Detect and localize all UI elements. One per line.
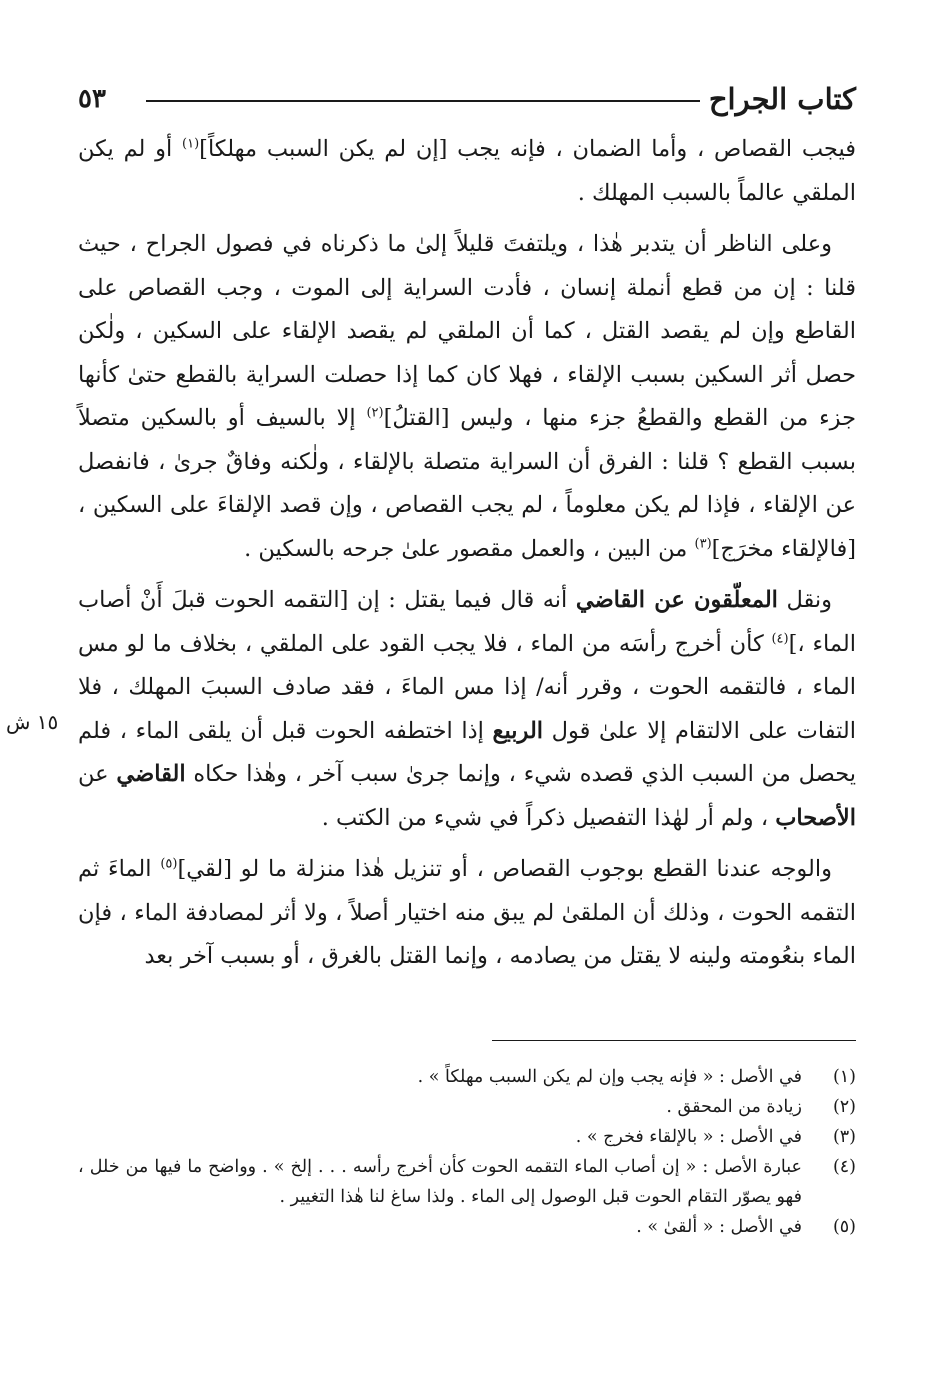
header-rule (146, 100, 700, 102)
footnote-ref-4: (٤) (771, 631, 789, 646)
footnote-5: (٥) في الأصل : « ألقىٰ » . (636, 1217, 856, 1237)
footnote-1: (١) في الأصل : « فإنه يجب وإن لم يكن السبب مهلكاً » . (417, 1067, 856, 1087)
paragraph-4: والوجه عندنا القطع بوجوب القصاص ، أو تنزيل هٰذا منزلة ما لو [لقي]$^{(٥)}$ الماءَ ثم التقمه الحوت ، وذلك أن الملقىٰ لم يبق منه اختيار أصلاً ، ولا أثر لمصادفة الماء ، فإن الماء بنعُومته ولينه لا يقتل من يصادمه ، وإنما القتل بالغرق ، أو بسبب آخر بعد (78, 856, 856, 969)
page-number: ٥٣ (78, 84, 106, 114)
margin-note: ١٥ ش (6, 710, 59, 734)
running-title: كتاب الجراح (708, 82, 856, 116)
paragraph-2: وعلى الناظر أن يتدبر هٰذا ، ويلتفتَ قليلاً إلىٰ ما ذكرناه في فصول الجراح ، حيث قلنا : إن من قطع أنملة إنسان ، فأدت السراية إلى الموت ، وجب القصاص على القاطع وإن لم يقصد القتل ، كما أن الملقي لم يقصد الإلقاء على السكين ، ولٰكن حصل أثر السكين بسبب الإلقاء ، فهلا كان كما إذا حصلت السراية بالقطع حتىٰ كأنها جزء من القطع والقطعُ جزء منها ، وليس [القتلُ]$^{(٢)}$ إلا بالسيف أو بالسكين متصلاً بسبب القطع ؟ قلنا : الفرق أن السراية متصلة بالإلقاء ، ولٰكنه وفاقٌ جرىٰ ، فانفصل عن الإلقاء ، فإذا لم يكن معلوماً ، لم يجب القصاص ، وإن قصد الإلقاءَ على السكين ، [فالإلقاء مخرَج]$^{(٣)}$ من البين ، والعمل مقصور علىٰ جرحه بالسكين . (78, 231, 856, 562)
footnotes (78, 1062, 856, 1242)
footnote-rule (492, 1040, 856, 1041)
bold-term-commentators: المعلّقون عن القاضي (575, 587, 778, 613)
footnote-3: (٣) في الأصل : « بالإلقاء فخرج » . (575, 1127, 856, 1147)
page-header (78, 78, 856, 124)
paragraph-1: فيجب القصاص ، وأما الضمان ، فإنه يجب [إن لم يكن السبب مهلكاً]$^{(١)}$ أو لم يكن الملقي عالماً بالسبب المهلك . (78, 136, 857, 206)
bold-term-ashab: الأصحاب (775, 804, 856, 831)
bold-term-rabi: الربيع (492, 717, 544, 744)
footnote-ref-5: (٥) (160, 856, 178, 872)
footnote-ref-1: (١) (182, 136, 200, 152)
paragraph-3: ونقل المعلّقون عن القاضي أنه قال فيما يقتل : إن [التقمه الحوت قبلَ أَنْ أصاب الماء ،]$^{(٤)}$ كأن أخرج رأسَه من الماء ، فلا يجب القود على الملقي ، بخلاف ما لو مس الماء ، فالتقمه الحوت ، وقرر أنه/ إذا مس الماءَ ، فقد صادف السببَ المهلك ، فلا التفات على الالتقام إلا علىٰ قول الربيع إذا اختطفه الحوت قبل أن يلقى الماء ، فلم يحصل من السبب الذي قصده شيء ، وإنما جرىٰ سبب آخر ، وهٰذا حكاه القاضي عن الأصحاب ، ولم أر لهٰذا التفصيل ذكراً في شيء من الكتب . (78, 587, 856, 831)
main-text (78, 128, 856, 979)
footnote-4: (٤) عبارة الأصل : « إن أصاب الماء التقمه الحوت كأن أخرج رأسه . . . إلخ » . وواضح ما فيها من خلل ، فهو يصوّر التقام الحوت قبل الوصول إلى الماء . ولذا ساغ لنا هٰذا التغيير . (78, 1157, 856, 1207)
footnote-ref-2: (٢) (366, 405, 384, 421)
footnote-ref-3: (٣) (694, 536, 712, 551)
bold-term-qadi: القاضي (116, 761, 186, 787)
footnote-2: (٢) زيادة من المحقق . (666, 1097, 856, 1117)
